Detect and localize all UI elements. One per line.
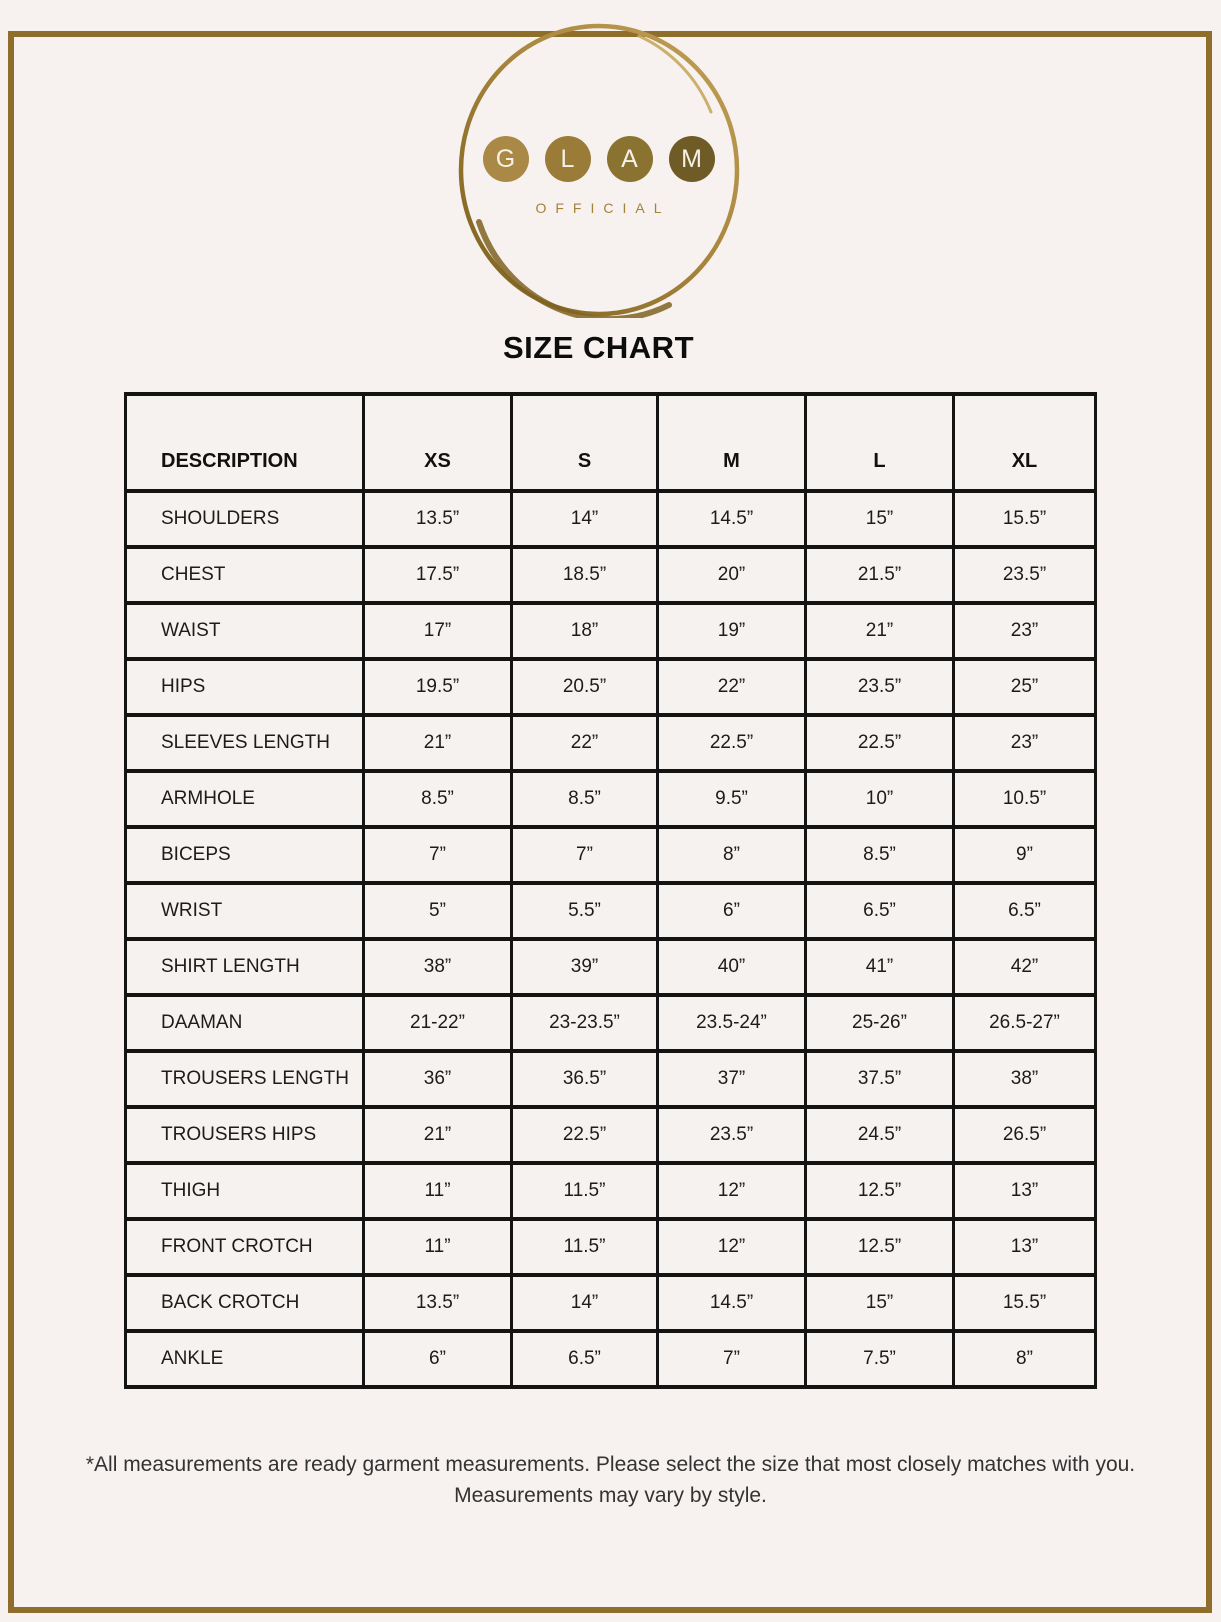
- measurement-value-m: 14.5”: [658, 491, 806, 547]
- measurement-value-l: 23.5”: [806, 659, 954, 715]
- measurement-value-m: 37”: [658, 1051, 806, 1107]
- column-header-xs: XS: [364, 394, 512, 491]
- measurement-value-xs: 11”: [364, 1219, 512, 1275]
- logo-subtitle: OFFICIAL: [535, 200, 671, 216]
- table-row: [126, 1163, 1096, 1219]
- column-header-description: DESCRIPTION: [126, 394, 364, 491]
- table-row: [126, 547, 1096, 603]
- measurement-value-m: 22”: [658, 659, 806, 715]
- measurement-value-xs: 13.5”: [364, 1275, 512, 1331]
- table-row: [126, 491, 1096, 547]
- measurement-value-xs: 36”: [364, 1051, 512, 1107]
- measurement-value-xl: 23”: [954, 715, 1096, 771]
- logo-letter-m: M: [669, 136, 715, 182]
- measurement-value-s: 7”: [512, 827, 658, 883]
- measurement-value-xs: 38”: [364, 939, 512, 995]
- measurement-value-m: 9.5”: [658, 771, 806, 827]
- measurement-value-s: 36.5”: [512, 1051, 658, 1107]
- table-row: [126, 659, 1096, 715]
- measurement-value-m: 23.5”: [658, 1107, 806, 1163]
- row-label: SHIRT LENGTH: [126, 939, 364, 995]
- measurement-value-s: 22.5”: [512, 1107, 658, 1163]
- row-label: SLEEVES LENGTH: [126, 715, 364, 771]
- column-header-xl: XL: [954, 394, 1096, 491]
- measurement-value-l: 7.5”: [806, 1331, 954, 1387]
- measurement-value-m: 22.5”: [658, 715, 806, 771]
- measurement-value-xl: 25”: [954, 659, 1096, 715]
- measurement-value-xl: 38”: [954, 1051, 1096, 1107]
- table-row: [126, 939, 1096, 995]
- measurement-value-xl: 8”: [954, 1331, 1096, 1387]
- measurement-value-xl: 42”: [954, 939, 1096, 995]
- measurement-value-l: 12.5”: [806, 1163, 954, 1219]
- table-row: [126, 1275, 1096, 1331]
- footer-line-1: *All measurements are ready garment measurements. Please select the size that most closely matches with you.: [85, 1453, 1136, 1476]
- measurement-value-xl: 26.5-27”: [954, 995, 1096, 1051]
- row-label: FRONT CROTCH: [126, 1219, 364, 1275]
- row-label: WRIST: [126, 883, 364, 939]
- table-row: [126, 883, 1096, 939]
- measurement-value-l: 15”: [806, 491, 954, 547]
- measurement-value-s: 8.5”: [512, 771, 658, 827]
- row-label: WAIST: [126, 603, 364, 659]
- table-header-row: [126, 394, 1096, 491]
- measurement-value-s: 22”: [512, 715, 658, 771]
- logo-letter-l: L: [545, 136, 591, 182]
- footer-note: [0, 1449, 1221, 1511]
- measurement-value-xs: 21”: [364, 715, 512, 771]
- table-row: [126, 827, 1096, 883]
- page-title: SIZE CHART: [503, 330, 694, 365]
- row-label: BICEPS: [126, 827, 364, 883]
- table-body: [126, 491, 1096, 1387]
- column-header-l: L: [806, 394, 954, 491]
- measurement-value-s: 18”: [512, 603, 658, 659]
- measurement-value-xl: 13”: [954, 1163, 1096, 1219]
- measurement-value-m: 12”: [658, 1219, 806, 1275]
- table-row: [126, 1331, 1096, 1387]
- measurement-value-m: 14.5”: [658, 1275, 806, 1331]
- logo-letter-circles: [449, 136, 749, 182]
- measurement-value-s: 20.5”: [512, 659, 658, 715]
- measurement-value-l: 6.5”: [806, 883, 954, 939]
- measurement-value-xl: 15.5”: [954, 1275, 1096, 1331]
- measurement-value-xs: 17.5”: [364, 547, 512, 603]
- measurement-value-xs: 13.5”: [364, 491, 512, 547]
- measurement-value-m: 7”: [658, 1331, 806, 1387]
- measurement-value-l: 41”: [806, 939, 954, 995]
- measurement-value-m: 6”: [658, 883, 806, 939]
- row-label: BACK CROTCH: [126, 1275, 364, 1331]
- measurement-value-m: 19”: [658, 603, 806, 659]
- measurement-value-s: 14”: [512, 1275, 658, 1331]
- table-row: [126, 995, 1096, 1051]
- measurement-value-m: 40”: [658, 939, 806, 995]
- measurement-value-xs: 7”: [364, 827, 512, 883]
- measurement-value-xl: 13”: [954, 1219, 1096, 1275]
- measurement-value-xs: 21”: [364, 1107, 512, 1163]
- measurement-value-xl: 26.5”: [954, 1107, 1096, 1163]
- measurement-value-m: 20”: [658, 547, 806, 603]
- measurement-value-l: 22.5”: [806, 715, 954, 771]
- row-label: TROUSERS HIPS: [126, 1107, 364, 1163]
- row-label: ANKLE: [126, 1331, 364, 1387]
- row-label: SHOULDERS: [126, 491, 364, 547]
- measurement-value-m: 23.5-24”: [658, 995, 806, 1051]
- measurement-value-s: 5.5”: [512, 883, 658, 939]
- measurement-value-s: 14”: [512, 491, 658, 547]
- row-label: ARMHOLE: [126, 771, 364, 827]
- table-row: [126, 715, 1096, 771]
- row-label: DAAMAN: [126, 995, 364, 1051]
- logo-letter-g: G: [483, 136, 529, 182]
- table-row: [126, 1107, 1096, 1163]
- measurement-value-s: 11.5”: [512, 1219, 658, 1275]
- measurement-value-xl: 9”: [954, 827, 1096, 883]
- measurement-value-s: 18.5”: [512, 547, 658, 603]
- table-row: [126, 1051, 1096, 1107]
- measurement-value-s: 11.5”: [512, 1163, 658, 1219]
- measurement-value-xl: 6.5”: [954, 883, 1096, 939]
- measurement-value-l: 10”: [806, 771, 954, 827]
- measurement-value-l: 24.5”: [806, 1107, 954, 1163]
- measurement-value-xl: 15.5”: [954, 491, 1096, 547]
- table-row: [126, 771, 1096, 827]
- size-chart-table: [124, 392, 1097, 1389]
- row-label: CHEST: [126, 547, 364, 603]
- measurement-value-l: 25-26”: [806, 995, 954, 1051]
- column-header-s: S: [512, 394, 658, 491]
- brand-logo: [449, 22, 749, 318]
- measurement-value-l: 21”: [806, 603, 954, 659]
- measurement-value-xs: 5”: [364, 883, 512, 939]
- measurement-value-l: 21.5”: [806, 547, 954, 603]
- measurement-value-m: 12”: [658, 1163, 806, 1219]
- row-label: TROUSERS LENGTH: [126, 1051, 364, 1107]
- measurement-value-xl: 10.5”: [954, 771, 1096, 827]
- row-label: HIPS: [126, 659, 364, 715]
- measurement-value-xl: 23”: [954, 603, 1096, 659]
- measurement-value-l: 15”: [806, 1275, 954, 1331]
- footer-line-2: Measurements may vary by style.: [454, 1484, 767, 1507]
- measurement-value-m: 8”: [658, 827, 806, 883]
- measurement-value-l: 8.5”: [806, 827, 954, 883]
- column-header-m: M: [658, 394, 806, 491]
- measurement-value-xs: 8.5”: [364, 771, 512, 827]
- measurement-value-s: 6.5”: [512, 1331, 658, 1387]
- table-row: [126, 603, 1096, 659]
- measurement-value-xs: 6”: [364, 1331, 512, 1387]
- measurement-value-xl: 23.5”: [954, 547, 1096, 603]
- table-row: [126, 1219, 1096, 1275]
- measurement-value-xs: 11”: [364, 1163, 512, 1219]
- measurement-value-s: 23-23.5”: [512, 995, 658, 1051]
- measurement-value-xs: 19.5”: [364, 659, 512, 715]
- measurement-value-xs: 17”: [364, 603, 512, 659]
- logo-letter-a: A: [607, 136, 653, 182]
- row-label: THIGH: [126, 1163, 364, 1219]
- measurement-value-l: 12.5”: [806, 1219, 954, 1275]
- measurement-value-xs: 21-22”: [364, 995, 512, 1051]
- measurement-value-l: 37.5”: [806, 1051, 954, 1107]
- measurement-value-s: 39”: [512, 939, 658, 995]
